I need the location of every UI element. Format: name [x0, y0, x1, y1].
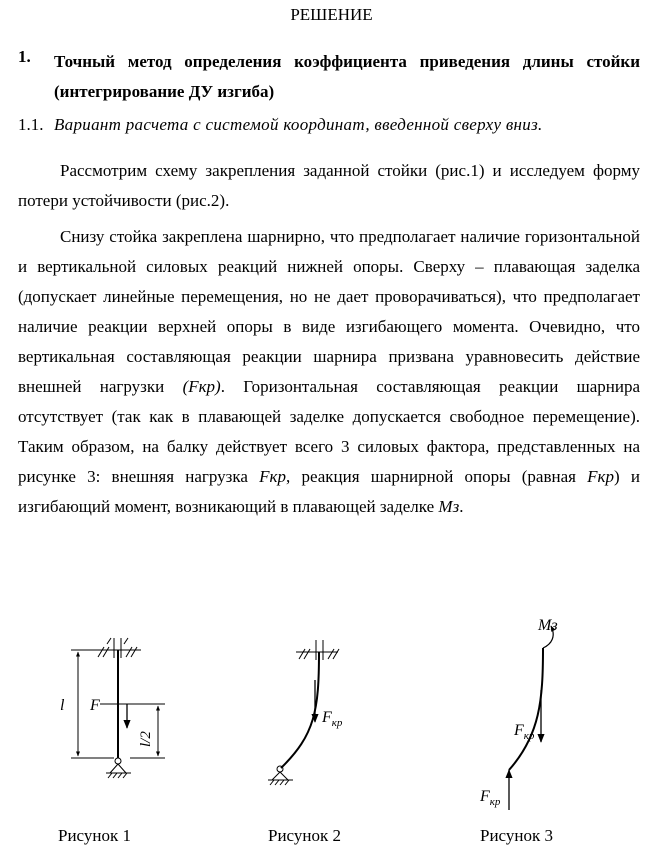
figure-2-force-main: F — [322, 709, 332, 726]
paragraph-2-part-2: . Горизонтальная составляющая реакции шарнира отсутствует (так как в плавающей заделке допускается свободное перемещение). Таким образом, на балку действует всего 3 силовых фактора, представленных на рисунке 3: внешняя нагрузка — [18, 377, 641, 486]
fkr-term-1: Fкр — [259, 467, 286, 486]
figure-2-top-clamp — [296, 640, 339, 660]
paragraph-2-part-5: . — [459, 497, 464, 516]
figure-1-pin-support — [106, 758, 131, 778]
figure-3-reaction-sub: кр — [489, 796, 501, 808]
paragraph-2-part-3: , реакция шарнирной опоры (равная — [286, 467, 588, 486]
figure-2-caption: Рисунок 2 — [268, 826, 341, 845]
figure-3-force-main: F — [514, 722, 524, 739]
figure-3-moment-label: Мз — [538, 617, 558, 634]
figure-2-pin-support — [268, 766, 293, 785]
paragraph-2-part-1: Снизу стойка закреплена шарнирно, что предполагает наличие горизонтальной и вертикальной силовых реакций нижней опоры. Сверху – плавающая заделка (допускает линейные перемещения, но не дает проворачиваться), что предполагает наличие реакции верхней опоры в виде изгибающего момента. Очевидно, что вертикальная составляющая реакции шарнира призвана уравновесить действие внешней нагрузки — [18, 227, 640, 396]
paragraph-2-part-4: ) и изгибающий момент, возникающий в плавающей заделке — [18, 467, 640, 516]
section-1-1-title: Вариант расчета с системой координат, введенной сверху вниз. — [54, 115, 543, 134]
figure-3-force-sub: кр — [523, 730, 535, 742]
paragraph-1: Рассмотрим схему закрепления заданной стойки (рис.1) и исследуем форму потери устойчивости (рис.2). — [18, 161, 640, 210]
section-1-title: Точный метод определения коэффициента приведения длины стойки (интегрирование ДУ изгиба) — [54, 52, 640, 101]
figure-3-diagram — [479, 617, 558, 810]
figure-3-reaction-main: F — [480, 788, 490, 805]
mz-term: Мз — [438, 497, 460, 516]
figure-2-buckled-column — [281, 652, 319, 768]
section-1-1-number: 1.1. — [18, 115, 44, 134]
page-heading: РЕШЕНИЕ — [290, 5, 373, 24]
fkr-term-2: Fкр — [587, 467, 615, 486]
figure-3-reaction-label — [479, 788, 501, 808]
figures-area — [0, 600, 663, 820]
figure-1-label-force: F — [90, 697, 100, 714]
figure-2-force-label — [321, 709, 343, 729]
figure-1-label-half: l/2 — [138, 731, 154, 747]
figure-2-diagram — [268, 640, 343, 785]
figure-3-buckled-column — [509, 648, 543, 770]
fkr-paren-term: (Fкр) — [182, 377, 221, 396]
section-1-number: 1. — [18, 47, 31, 66]
figure-3-force-label — [513, 722, 535, 742]
paragraph-2 — [18, 222, 640, 522]
figure-3-caption: Рисунок 3 — [480, 826, 553, 845]
figure-1-diagram — [60, 638, 165, 778]
figure-2-force-sub: кр — [331, 717, 343, 729]
figure-1-label-length: l — [60, 697, 65, 714]
figure-1-caption: Рисунок 1 — [58, 826, 131, 845]
